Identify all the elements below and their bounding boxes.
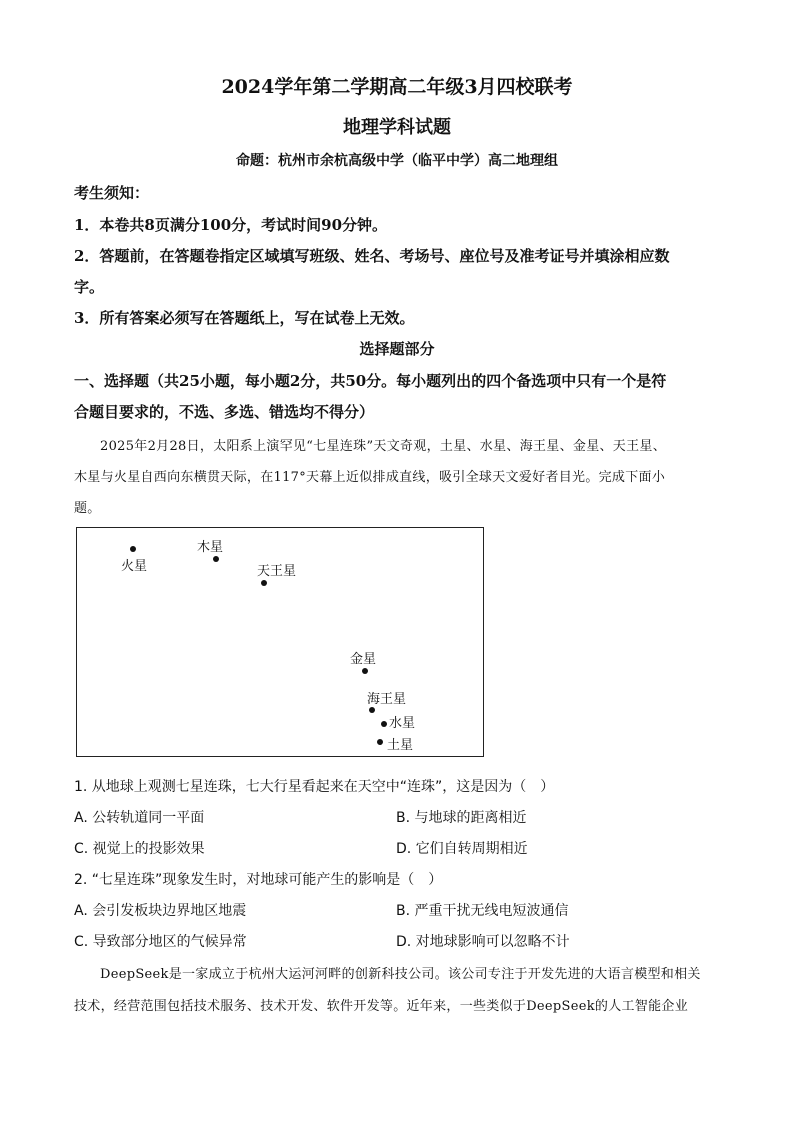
- saturn-dot: [377, 739, 383, 745]
- passage-line: 木星与火星自西向东横贯天际，在117°天幕上近似排成直线，吸引全球天文爱好者目光。完成下面小: [74, 470, 666, 485]
- uranus-label: 天王星: [257, 564, 297, 579]
- mercury-label: 水星: [389, 716, 416, 731]
- venus-label: 金星: [350, 652, 377, 667]
- mercury-dot: [381, 721, 387, 727]
- notice-heading: 考生须知：: [74, 184, 150, 202]
- question-1-option-c[interactable]: C. 视觉上的投影效果: [74, 841, 205, 857]
- neptune-label: 海王星: [367, 692, 407, 707]
- mars-label: 火星: [121, 559, 148, 574]
- planet-alignment-figure: [76, 527, 484, 757]
- part-instructions: 一、选择题（共25小题，每小题2分，共50分。每小题列出的四个备选项中只有一个是符: [74, 372, 667, 390]
- mars-dot: [130, 546, 136, 552]
- saturn-label: 土星: [387, 738, 414, 753]
- passage-line: DeepSeek是一家成立于杭州大运河河畔的创新科技公司。该公司专注于开发先进的大语言模型和相关: [100, 967, 701, 982]
- question-1-option-d[interactable]: D. 它们自转周期相近: [396, 841, 528, 857]
- venus-dot: [362, 668, 368, 674]
- notice-item: 字。: [74, 278, 105, 296]
- section-title: 选择题部分: [359, 340, 435, 358]
- jupiter-dot: [213, 556, 219, 562]
- question-1-stem: 1. 从地球上观测七星连珠，七大行星看起来在天空中“连珠”，这是因为（ ）: [74, 779, 555, 795]
- question-1-option-a[interactable]: A. 公转轨道同一平面: [74, 810, 205, 826]
- notice-item: 1．本卷共8页满分100分，考试时间90分钟。: [74, 216, 388, 234]
- question-2-option-a[interactable]: A. 会引发板块边界地区地震: [74, 903, 247, 919]
- question-2-stem: 2. “七星连珠”现象发生时，对地球可能产生的影响是（ ）: [74, 872, 443, 888]
- exam-title: 2024学年第二学期高二年级3月四校联考: [221, 76, 573, 98]
- uranus-dot: [261, 580, 267, 586]
- exam-subtitle: 地理学科试题: [343, 117, 451, 138]
- exam-author: 命题：杭州市余杭高级中学（临平中学）高二地理组: [236, 153, 558, 169]
- passage-line: 题。: [74, 501, 101, 516]
- question-1-option-b[interactable]: B. 与地球的距离相近: [396, 810, 527, 826]
- question-2-option-c[interactable]: C. 导致部分地区的气候异常: [74, 934, 247, 950]
- notice-item: 3．所有答案必须写在答题纸上，写在试卷上无效。: [74, 309, 415, 327]
- passage-line: 2025年2月28日，太阳系上演罕见“七星连珠”天文奇观，土星、水星、海王星、金星、天王星、: [100, 439, 666, 454]
- neptune-dot: [369, 707, 375, 713]
- question-2-option-d[interactable]: D. 对地球影响可以忽略不计: [396, 934, 570, 950]
- part-instructions: 合题目要求的，不选、多选、错选均不得分）: [74, 403, 375, 421]
- question-2-option-b[interactable]: B. 严重干扰无线电短波通信: [396, 903, 569, 919]
- passage-line: 技术，经营范围包括技术服务、技术开发、软件开发等。近年来，一些类似于DeepSeek的人工智能企业: [74, 999, 689, 1014]
- notice-item: 2．答题前，在答题卷指定区域填写班级、姓名、考场号、座位号及准考证号并填涂相应数: [74, 247, 670, 265]
- jupiter-label: 木星: [197, 540, 224, 555]
